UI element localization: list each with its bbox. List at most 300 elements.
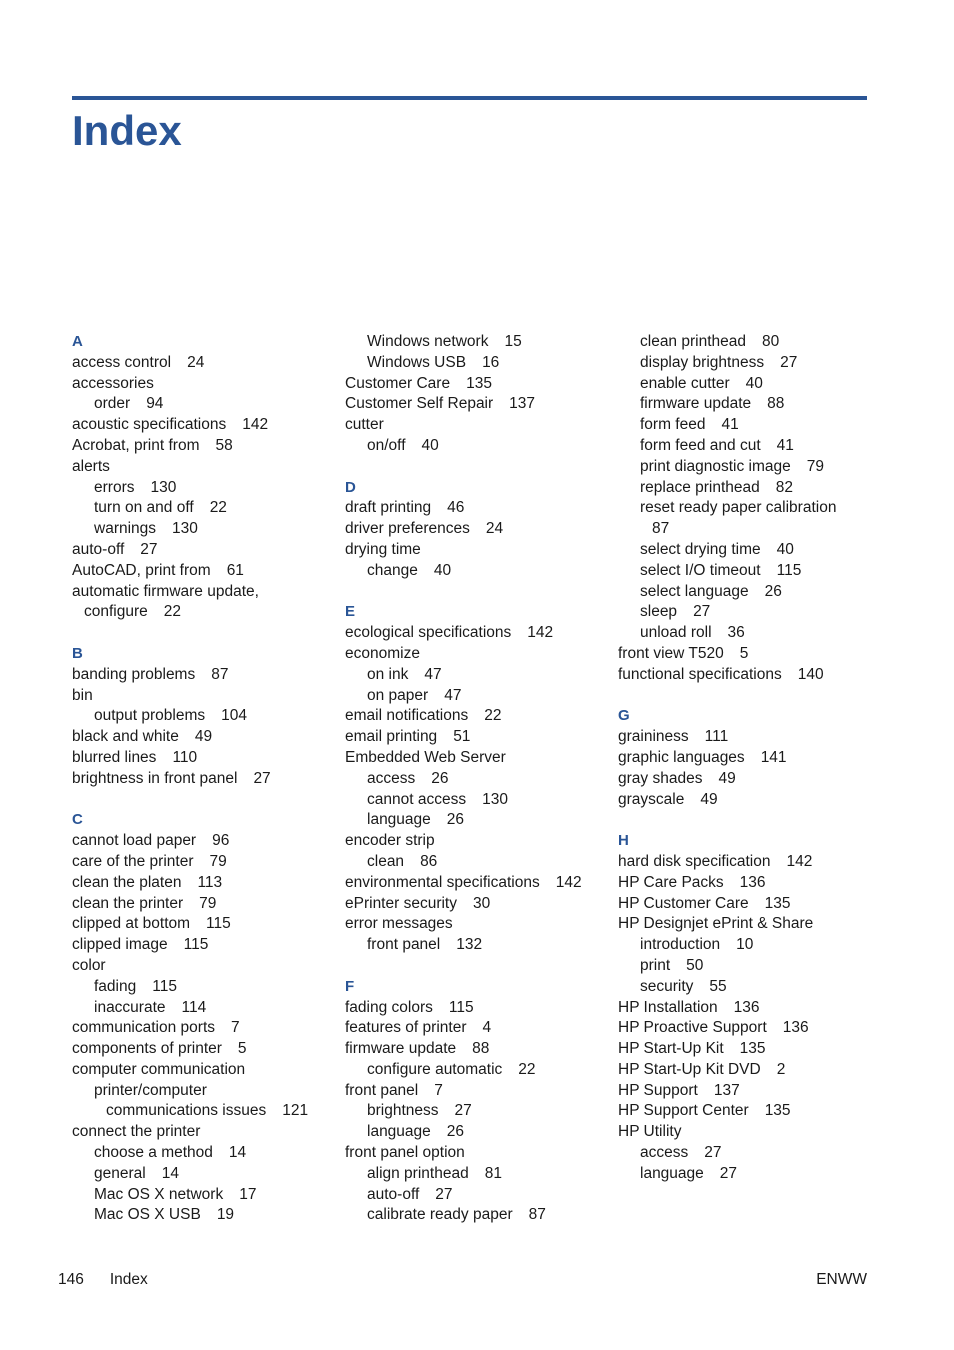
index-page-number: 135 — [764, 1102, 791, 1120]
index-term: clipped at bottom — [72, 915, 191, 933]
index-page-number: 19 — [216, 1206, 235, 1224]
index-page-number: 142 — [527, 624, 554, 642]
index-subentry — [72, 706, 342, 727]
index-entry — [72, 1060, 342, 1081]
index-entry — [72, 582, 342, 603]
index-term: select I/O timeout — [640, 561, 761, 579]
index-term: front panel — [345, 1081, 419, 1099]
index-subentry — [345, 1205, 615, 1226]
index-entry — [345, 748, 615, 769]
index-term: general — [94, 1164, 146, 1182]
index-subentry — [345, 810, 615, 831]
index-term: sleep — [640, 603, 678, 621]
index-page-number: 141 — [760, 748, 787, 766]
index-subentry — [345, 665, 615, 686]
index-entry — [72, 914, 342, 935]
index-page-number: 24 — [187, 353, 205, 371]
index-page-number: 142 — [786, 852, 813, 870]
index-subentry — [618, 561, 888, 582]
index-column-1 — [72, 332, 342, 1226]
index-term: enable cutter — [640, 374, 730, 392]
index-subentry — [345, 1060, 615, 1081]
index-term: HP Utility — [618, 1123, 682, 1141]
index-entry — [618, 727, 888, 748]
index-page-number: 137 — [713, 1081, 740, 1099]
index-entry — [345, 498, 615, 519]
index-entry — [345, 727, 615, 748]
index-page-number: 49 — [194, 728, 213, 746]
index-subentry — [618, 457, 888, 478]
index-page-number: 96 — [212, 832, 230, 850]
index-term: driver preferences — [345, 520, 470, 538]
index-page-number: 27 — [693, 603, 711, 621]
index-subentry — [618, 540, 888, 561]
index-subentry — [618, 602, 888, 623]
index-subentry — [72, 1143, 342, 1164]
index-subentry — [345, 686, 615, 707]
index-entry — [345, 644, 615, 665]
index-term: HP Support Center — [618, 1102, 749, 1120]
index-term: communication ports — [72, 1019, 216, 1037]
index-term: cutter — [345, 416, 384, 434]
index-entry — [72, 873, 342, 894]
index-subentry — [72, 1081, 342, 1102]
index-page-number: 10 — [736, 936, 754, 954]
index-term: clean printhead — [640, 333, 746, 350]
index-page-number: 40 — [745, 374, 763, 392]
index-subentry — [618, 415, 888, 436]
index-term: warnings — [94, 520, 157, 538]
index-term: choose a method — [94, 1144, 213, 1162]
index-page-number: 26 — [431, 769, 449, 787]
index-page-number: 36 — [727, 624, 745, 642]
index-page-number: 2 — [776, 1060, 786, 1078]
index-page-number: 27 — [704, 1144, 722, 1162]
index-page-number: 94 — [146, 395, 164, 413]
index-entry — [618, 790, 888, 811]
index-term: alerts — [72, 457, 110, 475]
index-page-number: 136 — [739, 873, 766, 891]
index-page-number: 22 — [209, 499, 227, 517]
index-page-number: 27 — [780, 353, 798, 371]
index-entry — [618, 1060, 888, 1081]
index-page-number: 79 — [209, 852, 227, 870]
index-term: error messages — [345, 915, 453, 933]
index-entry — [618, 1101, 888, 1122]
index-entry — [345, 540, 615, 561]
index-term: acoustic specifications — [72, 416, 227, 434]
index-term: accessories — [72, 374, 154, 392]
index-entry — [345, 415, 615, 436]
index-page-number: 47 — [424, 665, 442, 683]
index-entry — [72, 831, 342, 852]
index-term: drying time — [345, 540, 421, 558]
index-term: ePrinter security — [345, 894, 457, 912]
index-term: firmware update — [345, 1040, 457, 1058]
index-entry — [345, 1018, 615, 1039]
index-page-number: 135 — [466, 374, 492, 392]
index-page-number: 40 — [776, 540, 794, 558]
index-page-number: 27 — [719, 1164, 738, 1182]
index-page-number: 58 — [215, 436, 233, 454]
index-page-number: 26 — [446, 811, 465, 829]
index-entry — [72, 1018, 342, 1039]
footer-section: Index — [109, 1271, 148, 1288]
index-term: fading — [94, 977, 137, 995]
index-term: 87 — [652, 520, 670, 538]
index-term: Customer Care — [345, 374, 451, 392]
index-page-number: 130 — [172, 520, 198, 538]
index-term: HP Start-Up Kit — [618, 1040, 724, 1058]
index-entry — [72, 1039, 342, 1060]
index-term: bin — [72, 686, 93, 704]
index-page-number: 61 — [226, 561, 244, 579]
index-term: on/off — [367, 436, 406, 454]
index-term: Windows network — [367, 333, 489, 350]
index-term: access — [640, 1144, 689, 1162]
index-page-number: 22 — [163, 603, 182, 621]
index-subentry — [345, 790, 615, 811]
index-entry — [72, 415, 342, 436]
index-entry — [345, 831, 615, 852]
index-term: reset ready paper calibration — [640, 499, 837, 517]
index-page-number: 14 — [228, 1144, 247, 1162]
index-entry — [618, 769, 888, 790]
index-page-number: 7 — [231, 1019, 240, 1037]
index-term: features of printer — [345, 1019, 467, 1037]
index-page-number: 81 — [484, 1164, 502, 1182]
index-term: communications issues — [106, 1102, 267, 1120]
index-page-number: 17 — [239, 1185, 257, 1203]
index-term: language — [367, 811, 431, 829]
index-term: brightness in front panel — [72, 769, 238, 787]
index-page-number: 115 — [776, 561, 802, 579]
index-entry — [618, 1018, 888, 1039]
index-entry — [618, 873, 888, 894]
section-gap — [618, 686, 888, 707]
index-page-number: 88 — [767, 395, 785, 413]
index-term: form feed — [640, 416, 706, 434]
index-page-number: 87 — [528, 1206, 546, 1224]
index-term: fading colors — [345, 998, 433, 1016]
index-page-number: 4 — [482, 1019, 492, 1037]
index-term: banding problems — [72, 665, 196, 683]
index-subentry — [345, 1185, 615, 1206]
index-term: turn on and off — [94, 499, 194, 517]
index-entry — [618, 748, 888, 769]
index-entry — [345, 394, 615, 415]
index-page-number: 136 — [782, 1019, 809, 1037]
index-term: draft printing — [345, 499, 432, 517]
index-subentry — [618, 623, 888, 644]
index-entry — [345, 873, 615, 894]
index-page-number: 87 — [211, 665, 229, 683]
index-entry — [345, 894, 615, 915]
index-term: firmware update — [640, 395, 752, 413]
index-subentry — [345, 1101, 615, 1122]
index-term: front panel option — [345, 1144, 465, 1162]
index-term: configure — [84, 603, 148, 621]
index-letter-heading: B — [72, 644, 83, 662]
footer-page-number: 146 — [58, 1271, 84, 1288]
index-page-number: 115 — [152, 977, 177, 995]
index-page-number: 82 — [775, 478, 794, 496]
index-page-number: 27 — [253, 769, 271, 787]
index-term: HP Support — [618, 1081, 698, 1099]
index-page-number: 110 — [172, 748, 198, 766]
index-entry — [72, 665, 342, 686]
index-term: form feed and cut — [640, 436, 761, 454]
index-entry — [618, 644, 888, 665]
index-term: HP Start-Up Kit DVD — [618, 1060, 761, 1078]
index-term: connect the printer — [72, 1123, 201, 1141]
index-page-number: 47 — [444, 686, 462, 704]
index-page-number: 5 — [237, 1040, 247, 1058]
index-letter-heading: E — [345, 603, 356, 621]
index-column-2 — [345, 332, 615, 1226]
index-entry — [618, 852, 888, 873]
index-entry — [345, 623, 615, 644]
index-letter-heading: C — [72, 811, 83, 829]
index-entry — [618, 998, 888, 1019]
index-page-number: 135 — [764, 894, 791, 912]
index-term: configure automatic — [367, 1060, 503, 1078]
index-term: errors — [94, 478, 135, 496]
index-term: output problems — [94, 707, 206, 725]
index-subentry — [72, 977, 342, 998]
index-subentry — [72, 1101, 342, 1122]
index-entry — [345, 706, 615, 727]
index-subentry — [345, 935, 615, 956]
index-page-number: 86 — [420, 852, 438, 870]
index-entry — [72, 935, 342, 956]
index-term: graininess — [618, 728, 689, 746]
index-page-number: 22 — [518, 1060, 536, 1078]
index-entry — [72, 956, 342, 977]
index-page-number: 40 — [433, 561, 452, 579]
index-term: calibrate ready paper — [367, 1206, 513, 1224]
index-page-number: 121 — [282, 1102, 309, 1120]
index-entry — [72, 540, 342, 561]
index-term: auto-off — [367, 1185, 420, 1203]
index-page-number: 136 — [733, 998, 760, 1016]
index-page-number: 140 — [797, 665, 824, 683]
index-column-3 — [618, 332, 888, 1185]
index-entry — [72, 374, 342, 395]
index-page-number: 115 — [448, 998, 474, 1016]
index-entry — [72, 748, 342, 769]
index-term: print — [640, 956, 671, 974]
index-subentry — [618, 374, 888, 395]
index-term: front view T520 — [618, 644, 724, 662]
index-page-number: 132 — [456, 936, 483, 954]
section-gap — [345, 956, 615, 977]
section-gap — [345, 457, 615, 478]
index-subentry — [618, 977, 888, 998]
page-title: Index — [72, 107, 182, 154]
index-entry — [72, 436, 342, 457]
index-term: Windows USB — [367, 353, 467, 371]
index-term: Embedded Web Server — [345, 748, 506, 766]
index-term: encoder strip — [345, 832, 435, 850]
index-subentry — [72, 498, 342, 519]
index-term: clean — [367, 852, 405, 870]
index-page-number: 88 — [472, 1040, 490, 1058]
index-entry — [345, 998, 615, 1019]
index-page-number: 30 — [472, 894, 491, 912]
index-entry — [72, 457, 342, 478]
index-term: cannot load paper — [72, 832, 197, 850]
index-term: Acrobat, print from — [72, 436, 200, 454]
index-page-number: 49 — [700, 790, 718, 808]
index-term: ecological specifications — [345, 624, 512, 642]
index-page-number: 111 — [704, 728, 729, 746]
index-term: replace printhead — [640, 478, 760, 496]
index-page-number: 113 — [197, 873, 223, 891]
index-page-number: 46 — [447, 499, 465, 517]
index-term: Mac OS X USB — [94, 1206, 201, 1224]
index-subentry — [72, 478, 342, 499]
index-subentry — [618, 436, 888, 457]
index-term: printer/computer — [94, 1081, 207, 1099]
section-gap — [618, 810, 888, 831]
index-entry — [72, 353, 342, 374]
index-subentry — [345, 436, 615, 457]
index-letter-heading: D — [345, 478, 356, 496]
index-entry — [72, 561, 342, 582]
index-term: language — [640, 1164, 704, 1182]
index-page-number: 142 — [555, 873, 582, 891]
index-page-number: 79 — [199, 894, 217, 912]
index-term: on paper — [367, 686, 429, 704]
index-term: print diagnostic image — [640, 457, 791, 475]
title-rule — [72, 96, 867, 100]
section-gap — [72, 623, 342, 644]
index-letter-heading: G — [618, 707, 630, 725]
index-term: clean the printer — [72, 894, 184, 912]
index-term: access control — [72, 353, 172, 371]
index-page-number: 24 — [485, 520, 504, 538]
index-term: email notifications — [345, 707, 469, 725]
index-subentry — [618, 353, 888, 374]
index-entry — [618, 894, 888, 915]
index-subentry — [618, 519, 888, 540]
index-entry — [618, 1081, 888, 1102]
index-entry — [72, 1122, 342, 1143]
index-page-number: 7 — [434, 1081, 443, 1099]
index-term: gray shades — [618, 769, 703, 787]
index-subentry — [618, 478, 888, 499]
index-term: select language — [640, 582, 749, 600]
index-term: color — [72, 956, 106, 974]
index-page-number: 14 — [161, 1164, 179, 1182]
index-entry — [618, 1039, 888, 1060]
index-entry — [618, 914, 888, 935]
index-entry — [618, 665, 888, 686]
index-entry — [345, 914, 615, 935]
index-term: unload roll — [640, 624, 712, 642]
index-subentry — [345, 1164, 615, 1185]
index-term: auto-off — [72, 540, 125, 558]
index-term: functional specifications — [618, 665, 782, 683]
index-page-number: 130 — [482, 790, 508, 808]
index-subentry — [618, 332, 888, 353]
index-entry — [72, 686, 342, 707]
index-term: grayscale — [618, 790, 685, 808]
index-page-number: 55 — [709, 977, 727, 995]
index-page-number: 51 — [453, 728, 471, 746]
index-letter-heading: A — [72, 333, 83, 350]
index-subentry — [345, 769, 615, 790]
index-page-number: 26 — [446, 1123, 465, 1141]
index-page-number: 27 — [454, 1102, 472, 1120]
index-subentry — [618, 394, 888, 415]
index-subentry — [72, 602, 342, 623]
index-subentry — [345, 852, 615, 873]
index-page-number: 50 — [686, 956, 704, 974]
index-page-number: 15 — [504, 333, 522, 350]
index-entry — [72, 852, 342, 873]
index-term: email printing — [345, 728, 438, 746]
index-term: environmental specifications — [345, 873, 540, 891]
index-entry — [345, 374, 615, 395]
index-term: introduction — [640, 936, 721, 954]
index-term: HP Proactive Support — [618, 1019, 767, 1037]
index-subentry — [72, 1164, 342, 1185]
section-gap — [72, 790, 342, 811]
index-term: cannot access — [367, 790, 467, 808]
index-entry — [72, 727, 342, 748]
index-term: Customer Self Repair — [345, 395, 494, 413]
index-entry — [345, 1039, 615, 1060]
index-subentry — [618, 1143, 888, 1164]
index-term: clipped image — [72, 936, 168, 954]
index-subentry — [618, 498, 888, 519]
index-term: Mac OS X network — [94, 1185, 224, 1203]
index-term: security — [640, 977, 694, 995]
index-letter-heading: F — [345, 977, 355, 995]
index-term: HP Designjet ePrint & Share — [618, 915, 814, 933]
index-page-number: 26 — [764, 582, 782, 600]
index-term: components of printer — [72, 1040, 222, 1058]
index-entry — [72, 769, 342, 790]
index-page-number: 137 — [509, 395, 536, 413]
index-page-number: 49 — [718, 769, 736, 787]
index-term: change — [367, 561, 418, 579]
index-page-number: 114 — [181, 998, 207, 1016]
index-entry — [345, 1081, 615, 1102]
index-term: front panel — [367, 936, 441, 954]
index-term: HP Customer Care — [618, 894, 749, 912]
index-term: language — [367, 1123, 431, 1141]
index-term: care of the printer — [72, 852, 194, 870]
index-entry — [618, 1122, 888, 1143]
index-subentry — [72, 1185, 342, 1206]
index-subentry — [72, 519, 342, 540]
index-term: inaccurate — [94, 998, 166, 1016]
index-page-number: 5 — [739, 644, 749, 662]
index-term: hard disk specification — [618, 852, 771, 870]
index-page-number: 142 — [242, 416, 269, 434]
index-term: economize — [345, 644, 420, 662]
index-page-number: 115 — [206, 915, 231, 933]
footer-left — [58, 1270, 148, 1290]
index-entry — [345, 1143, 615, 1164]
index-page-number: 80 — [762, 333, 780, 350]
index-term: display brightness — [640, 353, 765, 371]
index-subentry — [345, 332, 615, 353]
index-page-number: 135 — [739, 1040, 766, 1058]
